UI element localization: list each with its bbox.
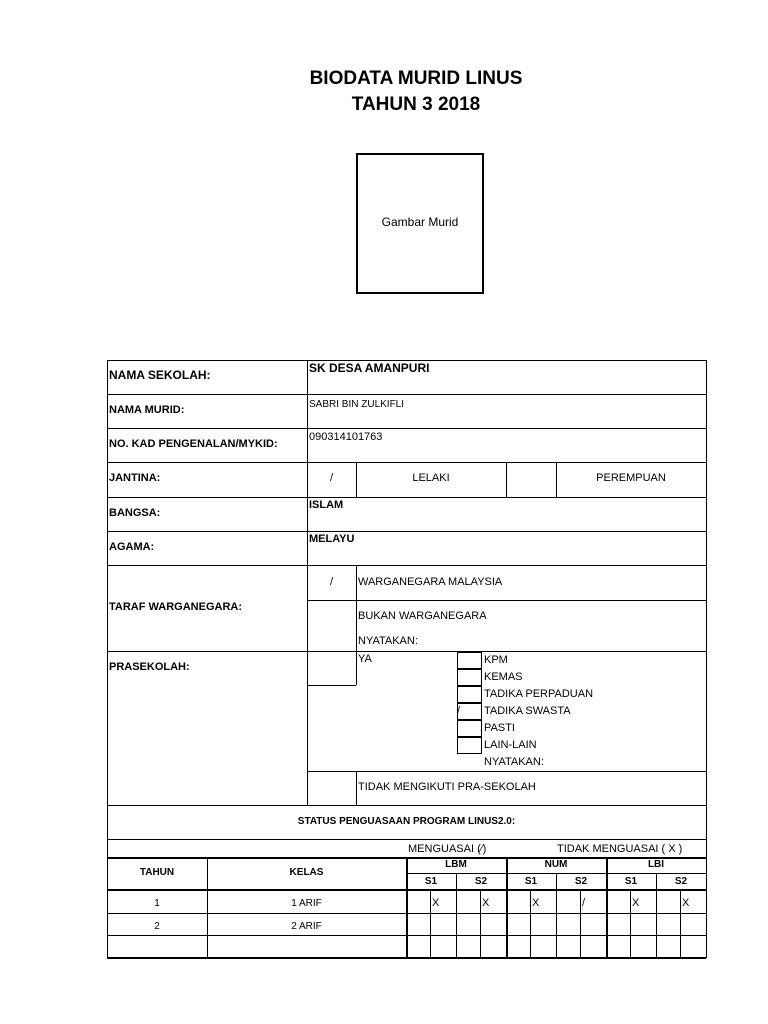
lelaki-label: LELAKI	[412, 472, 450, 484]
row1-mark-num-s2[interactable]: /	[582, 897, 586, 909]
row2-tahun: 2	[154, 921, 160, 932]
agama-value: MELAYU	[309, 533, 355, 545]
sub-lbi-s1: S1	[624, 876, 638, 887]
pra-checkbox-pasti[interactable]	[457, 720, 482, 737]
jantina-label: JANTINA:	[109, 472, 161, 484]
col-tahun: TAHUN	[139, 867, 175, 878]
photo-label: Gambar Murid	[381, 215, 459, 229]
row1-mark-lbi-s2[interactable]: X	[682, 897, 690, 909]
legend-menguasai: MENGUASAI (∕)	[408, 843, 487, 855]
warganegara-label: WARGANEGARA MALAYSIA	[358, 576, 503, 588]
tidak-prasekolah-label: TIDAK MENGIKUTI PRA-SEKOLAH	[358, 781, 536, 793]
student-photo-box	[356, 153, 484, 294]
pra-option-kemas: KEMAS	[484, 671, 523, 683]
bangsa-value: ISLAM	[309, 499, 344, 511]
pra-checkbox-swasta[interactable]	[457, 703, 482, 720]
legend-tidak-menguasai: TIDAK MENGUASAI ( X )	[557, 843, 683, 855]
bangsa-label: BANGSA:	[109, 507, 161, 519]
nama-sekolah-label: NAMA SEKOLAH:	[109, 368, 211, 382]
pra-mark-swasta: /	[457, 705, 461, 717]
agama-label: AGAMA:	[109, 541, 155, 553]
group-lbm: LBM	[445, 859, 467, 870]
row1-kelas: 1 ARIF	[291, 898, 322, 909]
mykid-label: NO. KAD PENGENALAN/MYKID:	[109, 438, 278, 450]
sub-lbm-s2: S2	[474, 876, 488, 887]
status-heading: STATUS PENGUASAAN PROGRAM LINUS2.0:	[297, 816, 516, 827]
row2-kelas: 2 ARIF	[291, 921, 322, 932]
group-num: NUM	[544, 859, 568, 870]
prasekolah-ya-label: YA	[358, 653, 372, 665]
group-lbi: LBI	[647, 859, 665, 870]
row1-mark-num-s1[interactable]: X	[532, 897, 540, 909]
sub-lbi-s2: S2	[674, 876, 688, 887]
bukan-warganegara-label: BUKAN WARGANEGARA	[358, 610, 487, 622]
sub-num-s2: S2	[574, 876, 588, 887]
row1-tahun: 1	[154, 898, 160, 909]
taraf-warganegara-label: TARAF WARGANEGARA:	[109, 601, 243, 613]
pra-checkbox-lainlain[interactable]	[457, 737, 482, 754]
nama-murid-value: SABRI BIN ZULKIFLI	[309, 399, 405, 410]
jantina-checkbox-lelaki[interactable]: /	[329, 472, 334, 484]
nama-sekolah-value: SK DESA AMANPURI	[309, 361, 430, 375]
perempuan-label: PEREMPUAN	[596, 472, 666, 484]
col-kelas: KELAS	[289, 867, 324, 878]
page-title-line2: TAHUN 3 2018	[351, 94, 481, 115]
nama-murid-label: NAMA MURID:	[109, 404, 185, 416]
row1-mark-lbi-s1[interactable]: X	[632, 897, 640, 909]
pra-checkbox-kpm[interactable]	[457, 652, 482, 669]
warganegara-checkbox[interactable]: /	[329, 576, 334, 588]
row1-mark-lbm-s2[interactable]: X	[482, 897, 490, 909]
sub-lbm-s1: S1	[424, 876, 438, 887]
pra-option-kpm: KPM	[484, 654, 508, 666]
pra-checkbox-perpaduan[interactable]	[457, 686, 482, 703]
pra-option-lainlain: LAIN-LAIN	[484, 739, 537, 751]
pra-option-perpaduan: TADIKA PERPADUAN	[484, 688, 594, 700]
bukan-warganegara-nyatakan: NYATAKAN:	[358, 635, 418, 647]
pra-nyatakan: NYATAKAN:	[484, 756, 544, 768]
mykid-value: 090314101763	[309, 431, 383, 443]
pra-checkbox-kemas[interactable]	[457, 669, 482, 686]
sub-num-s1: S1	[524, 876, 538, 887]
pra-option-pasti: PASTI	[484, 722, 515, 734]
prasekolah-label: PRASEKOLAH:	[109, 661, 190, 673]
page-title-line1: BIODATA MURID LINUS	[309, 68, 523, 89]
pra-option-swasta: TADIKA SWASTA	[484, 705, 571, 717]
row1-mark-lbm-s1[interactable]: X	[432, 897, 440, 909]
